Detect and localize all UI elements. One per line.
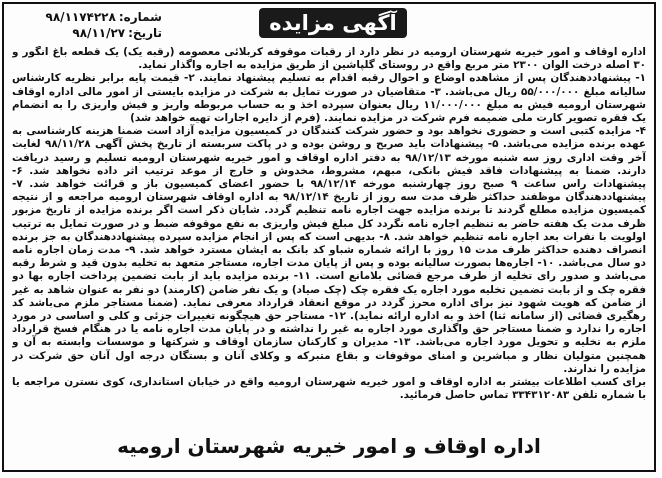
intro-paragraph: اداره اوقاف و امور خیریه شهرستان ارومیه در نظر دارد از رقبات موقوفه کربلائی معصومه (رقبه یک) یک قطعه باغ انگور و ۳۰ اصله درخت الوان ۲۳۰۰ متر مربع واقع در روستای گلپاشین از طریق مزایده به اجاره واگذار نماید. (12, 46, 646, 72)
conditions-paragraph-2: ۴- مزایده کتبی است و حضوری نخواهد بود و حضور شرکت کنندگان در کمیسیون مزایده آزاد است ضمنا هزینه کارشناسی به عهده برنده مزایده می‌باشد. ۵- پیشنهادات باید صریح و روشن بوده و در پاکت سربسته از تاریخ پخش آگهی ۹۸/۱۱/۲۸ لغایت آخر وقت اداری روز سه شنبه مورخه ۹۸/۱۲/۱۳ به دفتر اداره اوقاف و امور خیریه شهرستان ارومیه تسلیم و رسید دریافت دارند. ضمنا به پیشنهادات فاقد فیش بانکی، مبهم، مشروط، مخدوش و خارج از موعد ترتیب اثر داده نخواهد شد. ۶- پیشنهادات راس ساعت ۹ صبح روز چهارشنبه مورخه ۹۸/۱۲/۱۴ با حضور اعضای کمیسیون باز و قرائت خواهد شد. ۷- پیشنهاددهندگان موظفند حداکثر ظرف مدت سه روز از تاریخ ۹۸/۱۲/۱۴ به اداره اوقاف شهرستان ارومیه مراجعه و از نتیجه کمیسیون مزایده مطلع گردند تا برنده مزایده جهت اجاره نامه تنظیم گردد. شایان ذکر است اگر برنده مزایده از تاریخ مزبور ظرف مدت یک هفته حاضر به تنظیم اجاره نامه نگردد کل مبلغ فیش واریزی به نفع موقوفه ضبط و در صورت تمایل به ترتیب اولویت با نفرات بعد اجاره نامه تنظیم خواهد شد. ۸- بدیهی است که پس از انجام مزایده سپرده پیشنهاددهندگان به جز برنده انصراف دهنده حداکثر ظرف مدت ۱۵ روز با ارائه شماره شباو کد بانک به ایشان مسترد خواهد شد. ۹- مدت زمان اجاره نامه دو سال می‌باشد. ۱۰- اجاره‌ها بصورت سالیانه بوده و پس از پایان مدت اجاره، مستاجر متعهد به تخلیه بدون قید و شرط رقبه می‌باشد و صدور رای تخلیه از طرف مرجع قضائی بلامانع است. ۱۱- برنده مزایده باید از بابت تضمین پرداخت اجاره بها دو فقره چک و از بابت تضمین تخلیه مورد اجاره یک فقره چک (چک صیاد) و یک نفر ضامن (کارمند) دو نفر به عنوان شاهد به غیر از ضامن که هویت شهود نیز برای اداره محرز گردد در موقع انعقاد قرارداد معرفی نماید. (ضمنا مستاجر ملزم می‌باشد کد رهگیری قضائی (از سامانه ثنا) اخذ و به اداره ارائه نماید). ۱۲- مستاجر حق هیچگونه تغییرات جزئی و کلی و اساسی در مورد اجاره را ندارد و ضمنا مستاجر حق واگذاری مورد اجاره به غیر را نداشته و در پایان مدت اجاره نامه یا در هنگام فسخ قرارداد ملزم به تخلیه و تحویل مورد اجاره می‌باشد. ۱۳- مدیران و کارکنان سازمان اوقاف و شرکتها و موسسات وابسته به آن و همچنین متولیان نظار و مباشرین و امنای موقوفات و بقاع متبرکه و وکلای آنان و بستگان درجه اول آنان حق شرکت در مزایده را ندارند. (12, 125, 646, 375)
contact-paragraph: برای کسب اطلاعات بیشتر به اداره اوقاف و امور خیریه شهرستان ارومیه واقع در خیابان استانداری، کوی نسترن مراجعه یا با شماره تلفن ۳۳۴۳۱۲۰۸۳ تماس حاصل فرمائید. (12, 376, 646, 402)
date-label: تاریخ: (128, 26, 162, 40)
number-label: شماره: (118, 10, 162, 24)
notice-title: آگهی مزایده (259, 8, 407, 38)
number-value: ۹۸/۱۱۷۴۲۲۸ (45, 10, 116, 24)
notice-body (12, 46, 646, 426)
notice-header (4, 4, 654, 46)
issuer-signature: اداره اوقاف و امور خیریه شهرستان ارومیه (117, 434, 541, 458)
reference-block (12, 9, 162, 41)
number-row (12, 9, 162, 25)
date-value: ۹۸/۱۱/۲۷ (72, 26, 126, 40)
auction-notice (2, 2, 656, 472)
date-row (12, 25, 162, 41)
conditions-paragraph-1: ۱- پیشنهاددهندگان پس از مشاهده اوضاع و احوال رقبه اقدام به تسلیم پیشنهاد نمایند. ۲- قیمت پایه برابر نظریه کارشناس سالیانه مبلغ ۵۵/۰۰۰/۰۰۰ ریال می‌باشد. ۳- متقاضیان در صورت تمایل به شرکت در مزایده بایستی از امور مالی اداره اوقاف شهرستان ارومیه فیش به مبلغ ۱۱/۰۰۰/۰۰۰ ریال بعنوان سپرده اخذ و به حساب مربوطه واریز و فیش واریزی را به انضمام یک فقره تصویر کارت ملی ضمیمه فرم شرکت در مزایده نمایند. (فرم از دایره اجارات تهیه خواهد شد) (12, 72, 646, 125)
